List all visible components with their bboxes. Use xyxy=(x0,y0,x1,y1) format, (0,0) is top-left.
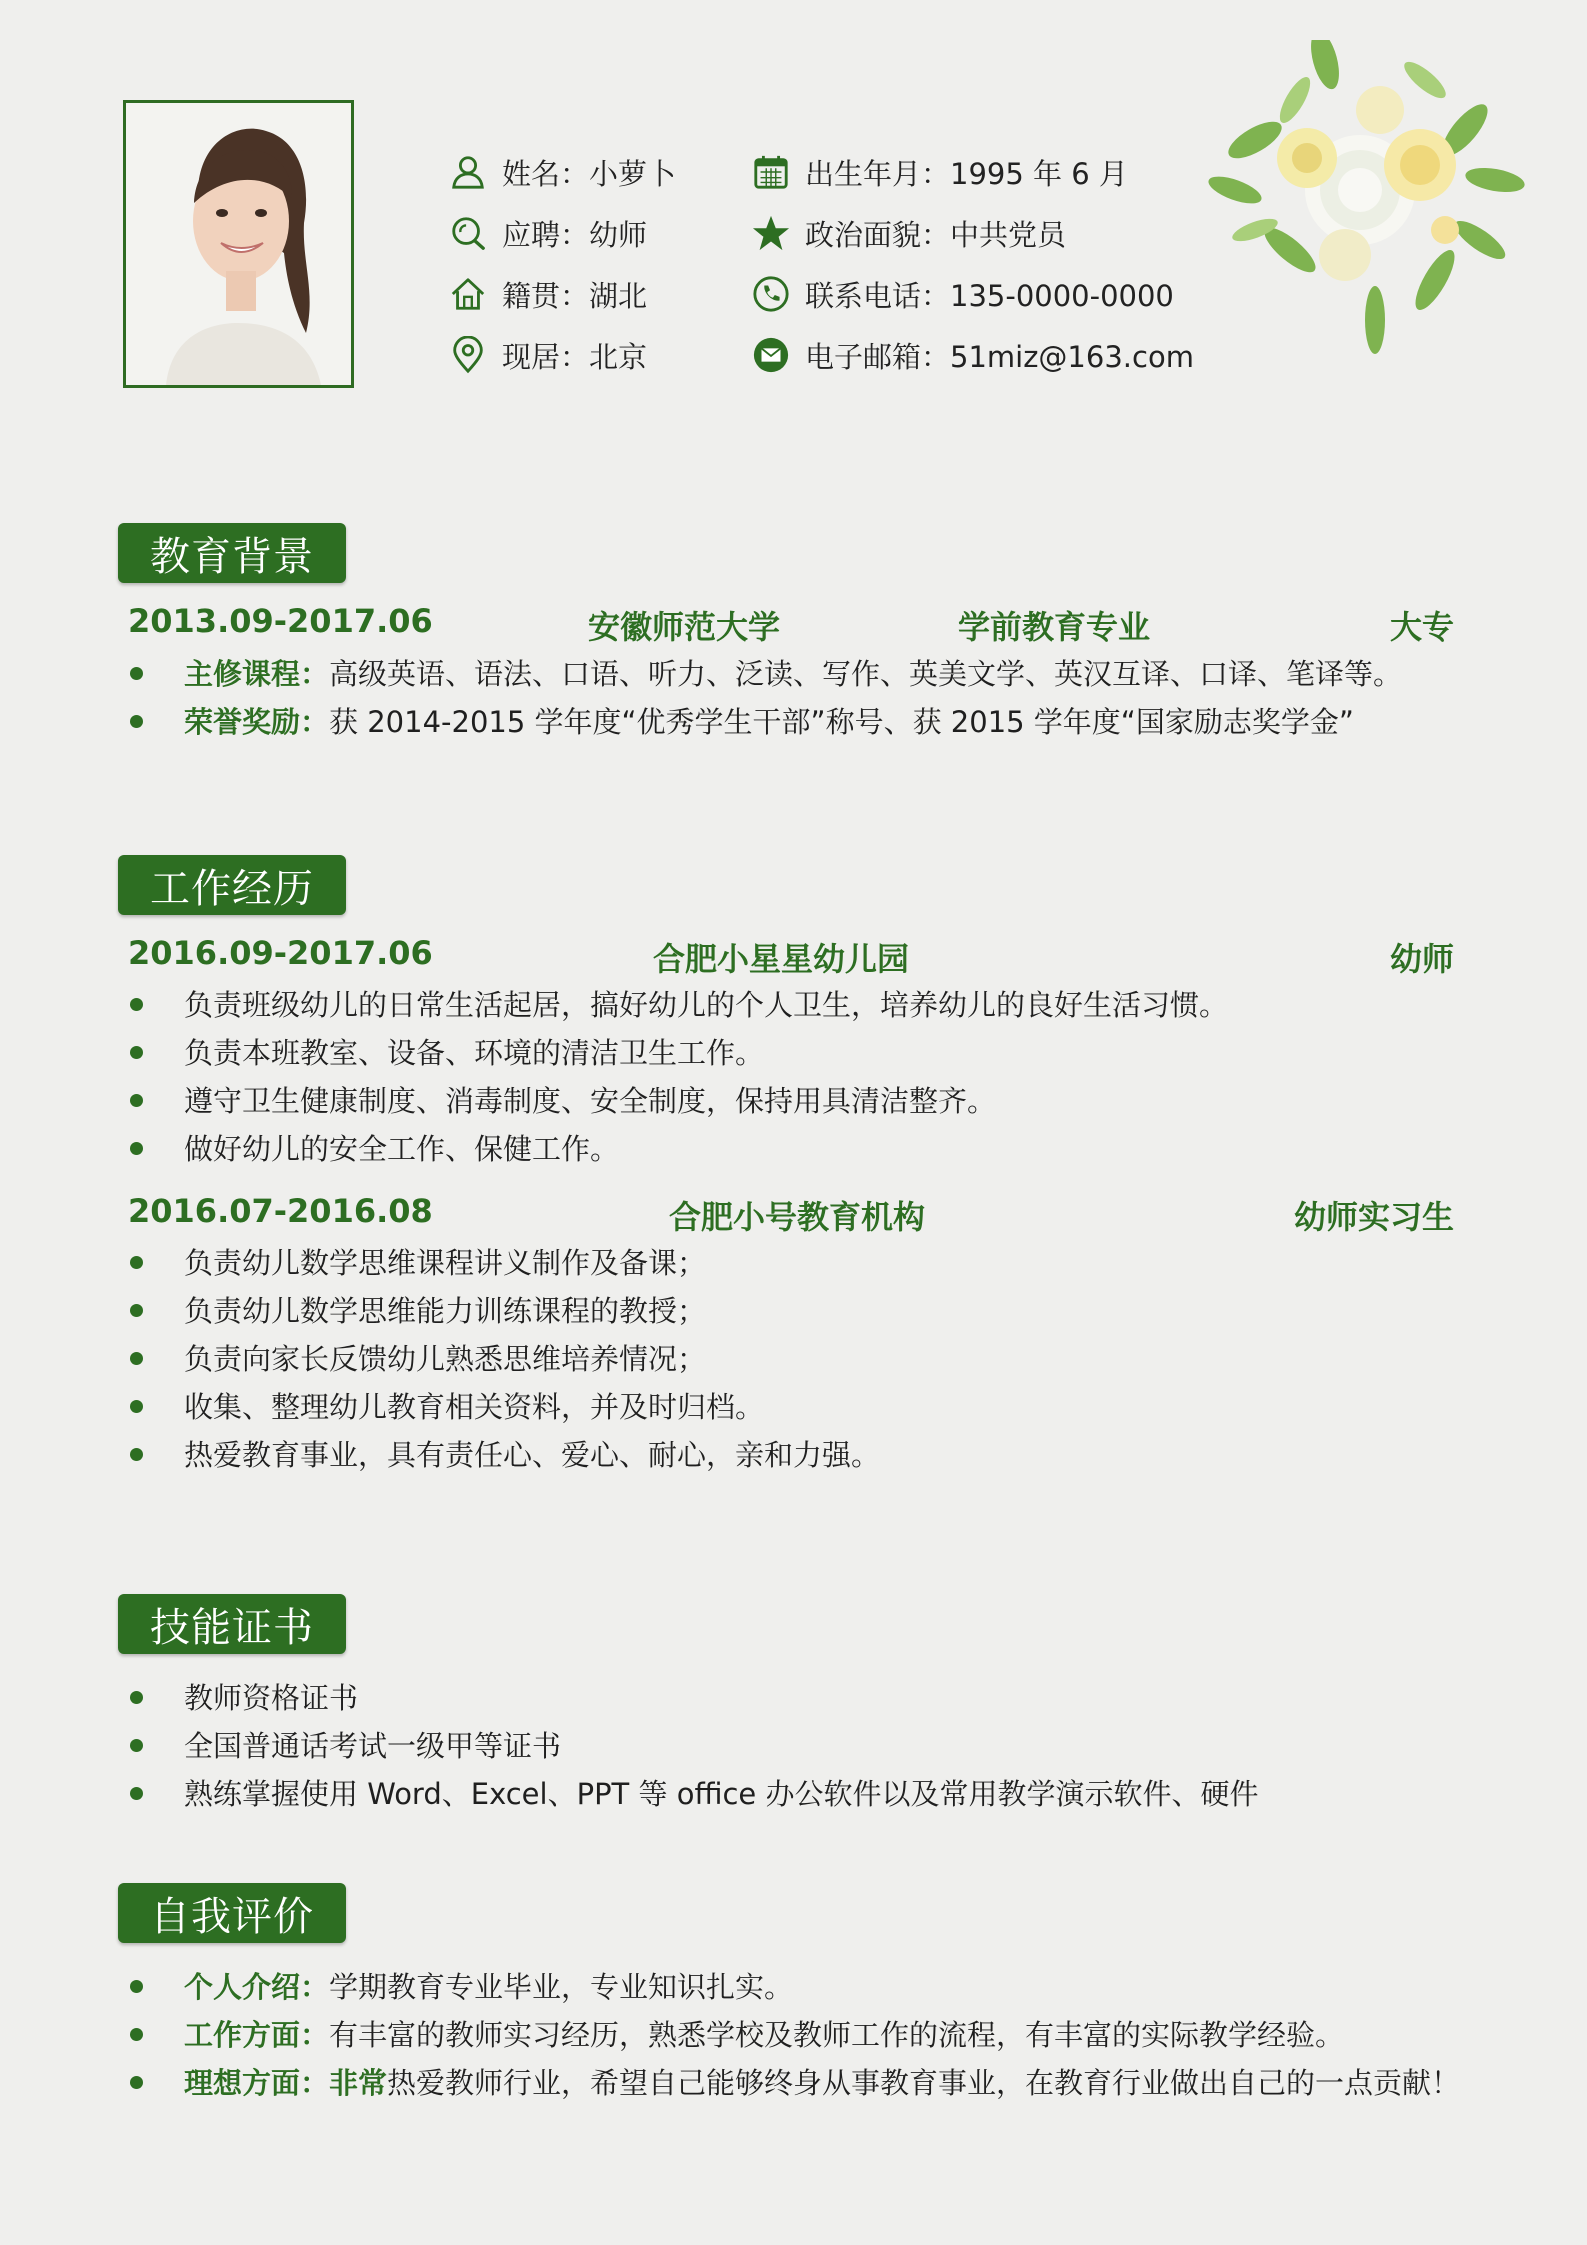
info-birth-text: 出生年月：1995 年 6 月 xyxy=(805,156,1128,191)
list-item xyxy=(128,1383,880,1431)
bullet-dot xyxy=(130,1448,143,1461)
duty-text: 负责幼儿数学思维课程讲义制作及备课； xyxy=(184,1246,707,1280)
education-details xyxy=(128,650,1402,746)
courses-text: 高级英语、语法、口语、听力、泛读、写作、英美文学、英汉互译、口译、笔译等。 xyxy=(329,657,1403,691)
job-period: 2016.09-2017.06 xyxy=(128,934,433,972)
education-row xyxy=(128,602,1454,646)
info-email xyxy=(751,335,1194,375)
list-item xyxy=(128,981,1228,1029)
work-aspect-label: 工作方面： xyxy=(184,2018,330,2052)
list-item xyxy=(128,1674,1259,1722)
duty-text: 负责本班教室、设备、环境的清洁卫生工作。 xyxy=(184,1036,765,1070)
education-school: 安徽师范大学 xyxy=(588,608,781,646)
info-politics xyxy=(751,213,1066,253)
duty-text: 负责幼儿数学思维能力训练课程的教授； xyxy=(184,1294,707,1328)
bullet-dot xyxy=(130,1691,143,1704)
list-item xyxy=(128,1239,880,1287)
duty-text: 热爱教育事业，具有责任心、爱心、耐心，亲和力强。 xyxy=(184,1438,881,1472)
bullet-dot xyxy=(130,1046,143,1059)
star-icon xyxy=(751,213,791,253)
section-header-self-evaluation: 自我评价 xyxy=(118,1883,346,1943)
ideal-text: 热爱教师行业，希望自己能够终身从事教育事业，在教育行业做出自己的一点贡献！ xyxy=(387,2066,1461,2100)
info-birth xyxy=(751,152,1128,192)
duty-text: 遵守卫生健康制度、消毒制度、安全制度，保持用具清洁整齐。 xyxy=(184,1084,997,1118)
location-icon xyxy=(448,335,488,375)
search-icon xyxy=(448,213,488,253)
bullet-dot xyxy=(130,1400,143,1413)
list-item xyxy=(128,1077,1228,1125)
courses-label: 主修课程： xyxy=(184,657,330,691)
bullet-dot xyxy=(130,715,143,728)
phone-icon xyxy=(751,274,791,314)
bullet-dot xyxy=(130,1304,143,1317)
intro-label: 个人介绍： xyxy=(184,1970,330,2004)
info-phone xyxy=(751,274,1174,314)
list-item xyxy=(128,2011,1460,2059)
work-aspect-text: 有丰富的教师实习经历，熟悉学校及教师工作的流程，有丰富的实际教学经验。 xyxy=(329,2018,1345,2052)
info-name-text: 姓名：小萝卜 xyxy=(502,156,677,191)
section-header-education: 教育背景 xyxy=(118,523,346,583)
bullet-dot xyxy=(130,1094,143,1107)
skill-text: 全国普通话考试一级甲等证书 xyxy=(184,1729,562,1763)
bullet-dot xyxy=(130,667,143,680)
job-duties xyxy=(128,1239,880,1479)
list-item xyxy=(128,1029,1228,1077)
list-item xyxy=(128,1431,880,1479)
bullet-dot xyxy=(130,1352,143,1365)
bullet-dot xyxy=(130,2028,143,2041)
list-item xyxy=(128,1722,1259,1770)
intro-text: 学期教育专业毕业，专业知识扎实。 xyxy=(329,1970,794,2004)
mail-icon xyxy=(751,335,791,375)
bullet-dot xyxy=(130,1739,143,1752)
education-period: 2013.09-2017.06 xyxy=(128,602,433,640)
profile-photo xyxy=(123,100,354,388)
job-company: 合肥小星星幼儿园 xyxy=(653,940,910,978)
list-item xyxy=(128,1770,1259,1818)
section-header-work: 工作经历 xyxy=(118,855,346,915)
job-row xyxy=(128,934,1454,978)
info-position xyxy=(448,213,647,253)
job-period: 2016.07-2016.08 xyxy=(128,1192,433,1230)
job-role: 幼师实习生 xyxy=(1293,1198,1454,1236)
list-item xyxy=(128,2059,1460,2107)
job-company: 合肥小号教育机构 xyxy=(669,1198,926,1236)
duty-text: 做好幼儿的安全工作、保健工作。 xyxy=(184,1132,620,1166)
bullet-dot xyxy=(130,1980,143,1993)
home-icon xyxy=(448,274,488,314)
education-degree: 大专 xyxy=(1389,608,1454,646)
list-item xyxy=(128,1125,1228,1173)
list-item xyxy=(128,1963,1460,2011)
honors-text: 获 2014-2015 学年度“优秀学生干部”称号、获 2015 学年度“国家励志奖学金” xyxy=(329,705,1354,739)
list-item xyxy=(128,1335,880,1383)
job-row xyxy=(128,1192,1454,1236)
info-position-text: 应聘：幼师 xyxy=(502,217,648,252)
flower-decoration xyxy=(1195,40,1525,370)
info-residence xyxy=(448,335,647,375)
list-item xyxy=(128,1287,880,1335)
skill-text: 教师资格证书 xyxy=(184,1681,359,1715)
self-evaluation-list xyxy=(128,1963,1460,2107)
duty-text: 收集、整理幼儿教育相关资料，并及时归档。 xyxy=(184,1390,765,1424)
calendar-icon xyxy=(751,152,791,192)
section-header-skills: 技能证书 xyxy=(118,1594,346,1654)
info-native-place xyxy=(448,274,647,314)
skills-list xyxy=(128,1674,1259,1818)
job-duties xyxy=(128,981,1228,1173)
honors-label: 荣誉奖励： xyxy=(184,705,330,739)
info-politics-text: 政治面貌：中共党员 xyxy=(805,217,1067,252)
ideal-label: 理想方面：非常 xyxy=(184,2066,388,2100)
list-item xyxy=(128,650,1402,698)
education-major: 学前教育专业 xyxy=(958,608,1151,646)
user-icon xyxy=(448,152,488,192)
info-name xyxy=(448,152,676,192)
bullet-dot xyxy=(130,998,143,1011)
job-role: 幼师 xyxy=(1389,940,1454,978)
bullet-dot xyxy=(130,1142,143,1155)
duty-text: 负责班级幼儿的日常生活起居，搞好幼儿的个人卫生，培养幼儿的良好生活习惯。 xyxy=(184,988,1229,1022)
duty-text: 负责向家长反馈幼儿熟悉思维培养情况； xyxy=(184,1342,707,1376)
info-native-place-text: 籍贯：湖北 xyxy=(502,278,648,313)
info-phone-text: 联系电话：135-0000-0000 xyxy=(805,278,1174,313)
list-item xyxy=(128,698,1402,746)
bullet-dot xyxy=(130,1256,143,1269)
info-email-text: 电子邮箱：51miz@163.com xyxy=(805,339,1194,374)
bullet-dot xyxy=(130,2076,143,2089)
info-residence-text: 现居：北京 xyxy=(502,339,648,374)
skill-text: 熟练掌握使用 Word、Excel、PPT 等 office 办公软件以及常用教学演示软件、硬件 xyxy=(184,1777,1259,1811)
bullet-dot xyxy=(130,1787,143,1800)
